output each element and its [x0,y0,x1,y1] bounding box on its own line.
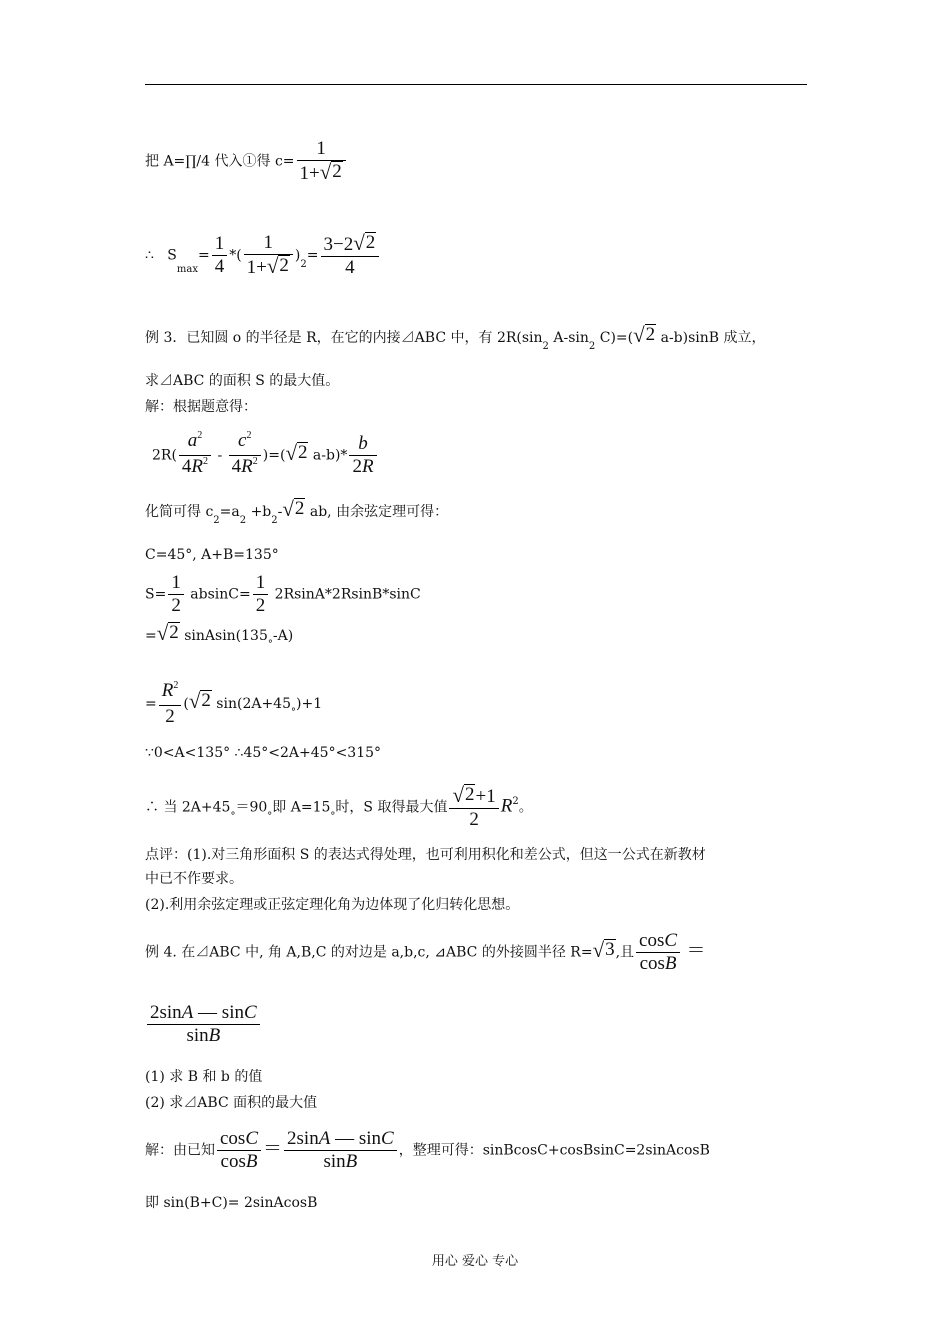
angle-line: C=45°, A+B=135° [145,547,279,563]
area-formula: S= $\frac{1}{2}$ absinC= $\frac{1}{2}$ 2RsinA*2RsinB*sinC [145,572,421,616]
example-3-line1: 例 3．已知圆 o 的半径是 R，在它的内接⊿ABC 中，有 $2R(\sin_2$ $A-\sin_2$ C)=( √ 2 a-b)sinB 成立， [145,323,766,352]
range-line: ∵0<A<135° ∴45°<2A+45°<315° [145,745,382,761]
solution-label: 解：根据题意得： [145,399,257,415]
example-3-line2: 求⊿ABC 的面积 S 的最大值。 [145,373,340,389]
equation-1: 2R( $\frac{a^2}{4R^2}$ - $\frac{c^2}{4R^2}$ )=( √ 2 a-b)* $\frac{b}{2R}$ [152,430,379,481]
line-smax: ∴ $S_{max}=$ $\frac{1}{4}$ *( 1 1+ √ 2 )$_2=$ 3−2 √ 2 4 [145,232,381,279]
area-r2-line: = $\frac{R^2}{2}$ ( √ 2 $\sin(2A+45^\circ)+1$ [145,680,323,727]
example-4-fraction: $\frac{2\sin A — \sin C}{\sin B}$ [145,1002,262,1047]
simplify-line: 化简可得 $c_2=a_2 +b_2-$ √ 2 ab, 由余弦定理可得： [145,497,449,526]
question-2: (2) 求⊿ABC 面积的最大值 [145,1095,318,1111]
page-footer: 用心 爱心 专心 [431,1254,519,1269]
max-line: ∴ 当 $2A+45^\circ=90^\circ$即 $A=15^\circ$时，S 取得最大值 √ 2 +1 2 $R^2$。 [145,783,533,830]
comment-1: 点评：(1).对三角形面积 S 的表达式得处理，也可利用积化和差公式，但这一公式在新教材 [145,847,706,863]
comment-2: 中已不作要求。 [145,871,243,887]
solution-4: 解：由已知 $\frac{\cos C}{\cos B}$ ＝ $\frac{2\sin A — \sin C}{\sin B}$ ，整理可得：sinBcosC+cosBsinC=2sinAcosB [145,1128,710,1172]
last-line: 即 sin(B+C)= 2sinAcosB [145,1195,318,1211]
question-1: (1) 求 B 和 b 的值 [145,1069,263,1085]
comment-3: (2).利用余弦定理或正弦定理化角为边体现了化归转化思想。 [145,897,520,913]
example-4-line: 例 4. 在⊿ABC 中, 角 A,B,C 的对边是 a,b,c, ⊿ABC 的外接圆半径 R= √ 3 ,且 $\frac{\cos C}{\cos B}$ ＝ [145,930,706,974]
line-substitute: 把 A=∏/4 代入①得 c= 1 1+ √ 2 [145,138,348,185]
header-rule [145,84,807,85]
area-sqrt-line: = √ 2 $sinAsin(135^\circ-A)$ [145,621,294,650]
